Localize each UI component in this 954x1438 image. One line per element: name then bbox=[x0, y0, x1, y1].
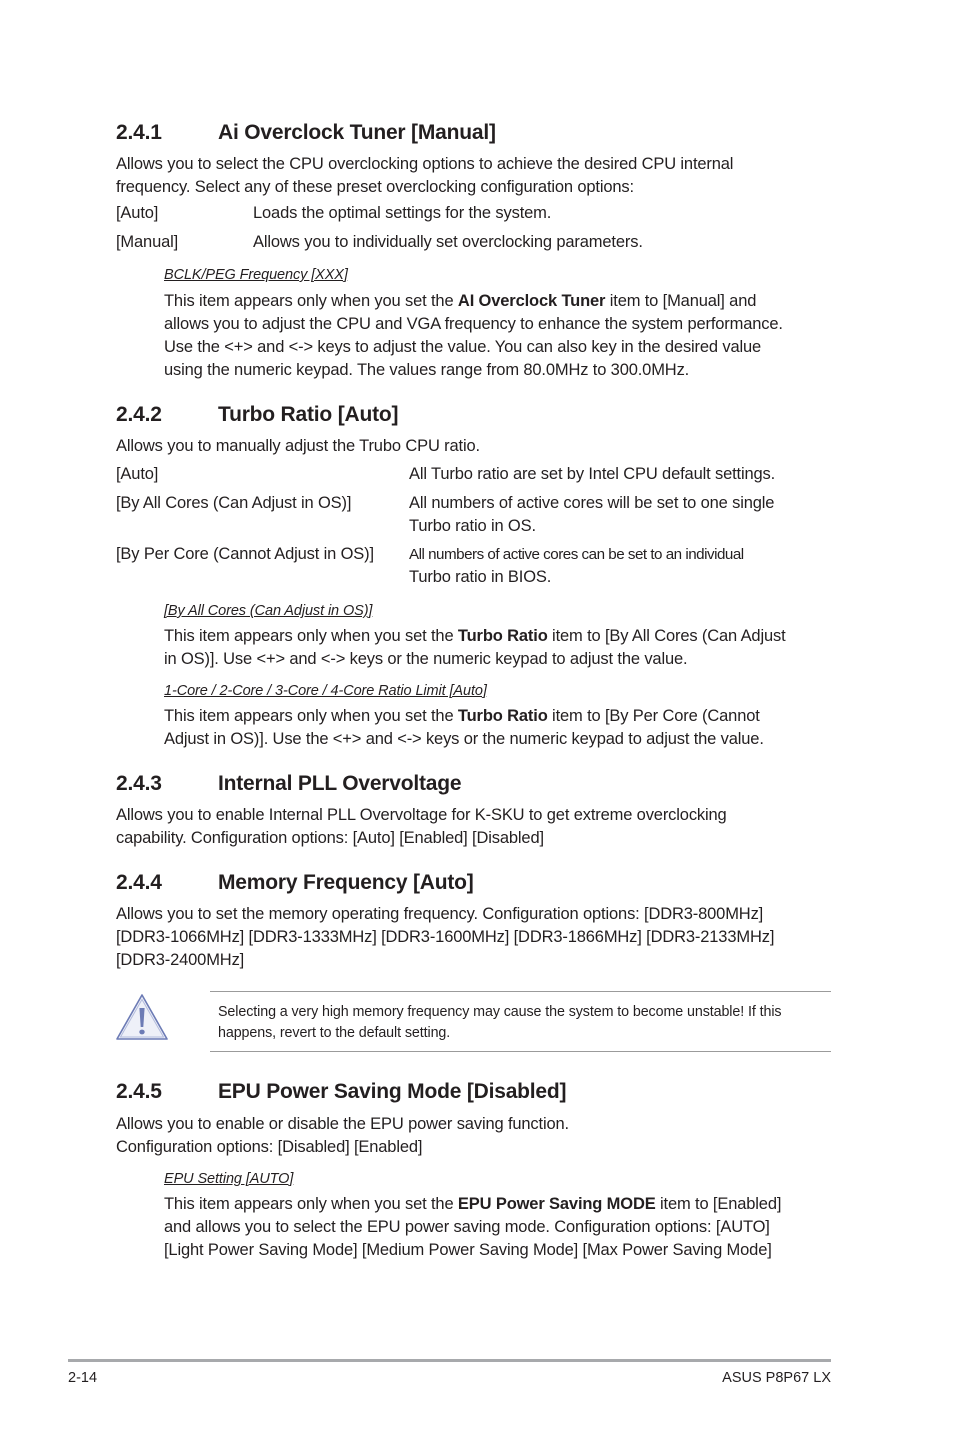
section-number: 2.4.1 bbox=[116, 121, 162, 144]
page-number: 2-14 bbox=[68, 1370, 98, 1386]
paragraph-line: capability. Configuration options: [Auto] [Enabled] [Disabled] bbox=[116, 829, 544, 847]
paragraph-line: Configuration options: [Disabled] [Enabled] bbox=[116, 1138, 423, 1156]
option-key: [By Per Core (Cannot Adjust in OS)] bbox=[116, 545, 374, 563]
paragraph-line: and allows you to select the EPU power saving mode. Configuration options: [AUTO] bbox=[164, 1218, 770, 1236]
section-title: Internal PLL Overvoltage bbox=[218, 772, 462, 795]
paragraph-line: This item appears only when you set the AI Overclock Tuner item to [Manual] and bbox=[164, 292, 757, 310]
option-key: [Auto] bbox=[116, 204, 159, 222]
paragraph-line: frequency. Select any of these preset overclocking configuration options: bbox=[116, 178, 634, 196]
paragraph-line: using the numeric keypad. The values range from 80.0MHz to 300.0MHz. bbox=[164, 361, 690, 379]
footer-rule bbox=[68, 1359, 831, 1362]
option-key: [Manual] bbox=[116, 233, 179, 251]
paragraph-line: Allows you to select the CPU overclocking options to achieve the desired CPU internal bbox=[116, 155, 734, 173]
option-description: Turbo ratio in BIOS. bbox=[409, 568, 552, 586]
bold-term: Turbo Ratio bbox=[457, 627, 548, 645]
paragraph-line: Allows you to manually adjust the Trubo CPU ratio. bbox=[116, 437, 480, 455]
paragraph-line: This item appears only when you set the Turbo Ratio item to [By All Cores (Can Adjust bbox=[164, 627, 786, 645]
paragraph-line: Allows you to enable or disable the EPU power saving function. bbox=[116, 1115, 569, 1133]
subitem-title: EPU Setting [AUTO] bbox=[164, 1171, 294, 1187]
paragraph-line: This item appears only when you set the Turbo Ratio item to [By Per Core (Cannot bbox=[164, 707, 760, 725]
paragraph-line: [DDR3-2400MHz] bbox=[116, 951, 245, 969]
subitem-title: BCLK/PEG Frequency [XXX] bbox=[164, 267, 348, 283]
note-top-rule bbox=[210, 991, 831, 992]
paragraph-line: [DDR3-1066MHz] [DDR3-1333MHz] [DDR3-1600MHz] [DDR3-1866MHz] [DDR3-2133MHz] bbox=[116, 928, 775, 946]
section-number: 2.4.4 bbox=[116, 871, 162, 894]
option-description: Allows you to individually set overclocking parameters. bbox=[253, 233, 643, 251]
bold-term: AI Overclock Tuner bbox=[457, 292, 606, 310]
product-name: ASUS P8P67 LX bbox=[722, 1370, 831, 1386]
section-number: 2.4.3 bbox=[116, 772, 162, 795]
section-title: EPU Power Saving Mode [Disabled] bbox=[218, 1080, 567, 1103]
paragraph-line: Adjust in OS)]. Use the <+> and <-> keys or the numeric keypad to adjust the value. bbox=[164, 730, 764, 748]
section-number: 2.4.2 bbox=[116, 403, 162, 426]
caution-text-line: happens, revert to the default setting. bbox=[218, 1025, 451, 1041]
paragraph-line: Use the <+> and <-> keys to adjust the value. You can also key in the desired value bbox=[164, 338, 762, 356]
bold-term: Turbo Ratio bbox=[457, 707, 548, 725]
section-number: 2.4.5 bbox=[116, 1080, 162, 1103]
caution-text-line: Selecting a very high memory frequency may cause the system to become unstable! If this bbox=[218, 1004, 782, 1020]
paragraph-line: allows you to adjust the CPU and VGA frequency to enhance the system performance. bbox=[164, 315, 783, 333]
option-description: Loads the optimal settings for the system. bbox=[253, 204, 552, 222]
paragraph-line: Allows you to enable Internal PLL Overvoltage for K-SKU to get extreme overclocking bbox=[116, 806, 727, 824]
bold-term: EPU Power Saving MODE bbox=[457, 1195, 656, 1213]
subitem-title: 1-Core / 2-Core / 3-Core / 4-Core Ratio Limit [Auto] bbox=[164, 683, 487, 699]
option-description: All numbers of active cores will be set to one single bbox=[409, 494, 775, 512]
option-key: [By All Cores (Can Adjust in OS)] bbox=[116, 494, 352, 512]
option-description: Turbo ratio in OS. bbox=[409, 517, 536, 535]
subitem-title: [By All Cores (Can Adjust in OS)] bbox=[164, 603, 373, 619]
option-key: [Auto] bbox=[116, 465, 159, 483]
section-title: Ai Overclock Tuner [Manual] bbox=[218, 121, 496, 144]
paragraph-line: This item appears only when you set the EPU Power Saving MODE item to [Enabled] bbox=[164, 1195, 782, 1213]
option-description: All Turbo ratio are set by Intel CPU default settings. bbox=[409, 465, 776, 483]
note-bottom-rule bbox=[210, 1051, 831, 1052]
paragraph-line: Allows you to set the memory operating frequency. Configuration options: [DDR3-800MHz] bbox=[116, 905, 764, 923]
caution-icon bbox=[114, 990, 170, 1044]
paragraph-line: in OS)]. Use <+> and <-> keys or the numeric keypad to adjust the value. bbox=[164, 650, 688, 668]
section-title: Memory Frequency [Auto] bbox=[218, 871, 474, 894]
option-description: All numbers of active cores can be set to an individual bbox=[409, 546, 744, 563]
paragraph-line: [Light Power Saving Mode] [Medium Power Saving Mode] [Max Power Saving Mode] bbox=[164, 1241, 772, 1259]
section-title: Turbo Ratio [Auto] bbox=[218, 403, 399, 426]
